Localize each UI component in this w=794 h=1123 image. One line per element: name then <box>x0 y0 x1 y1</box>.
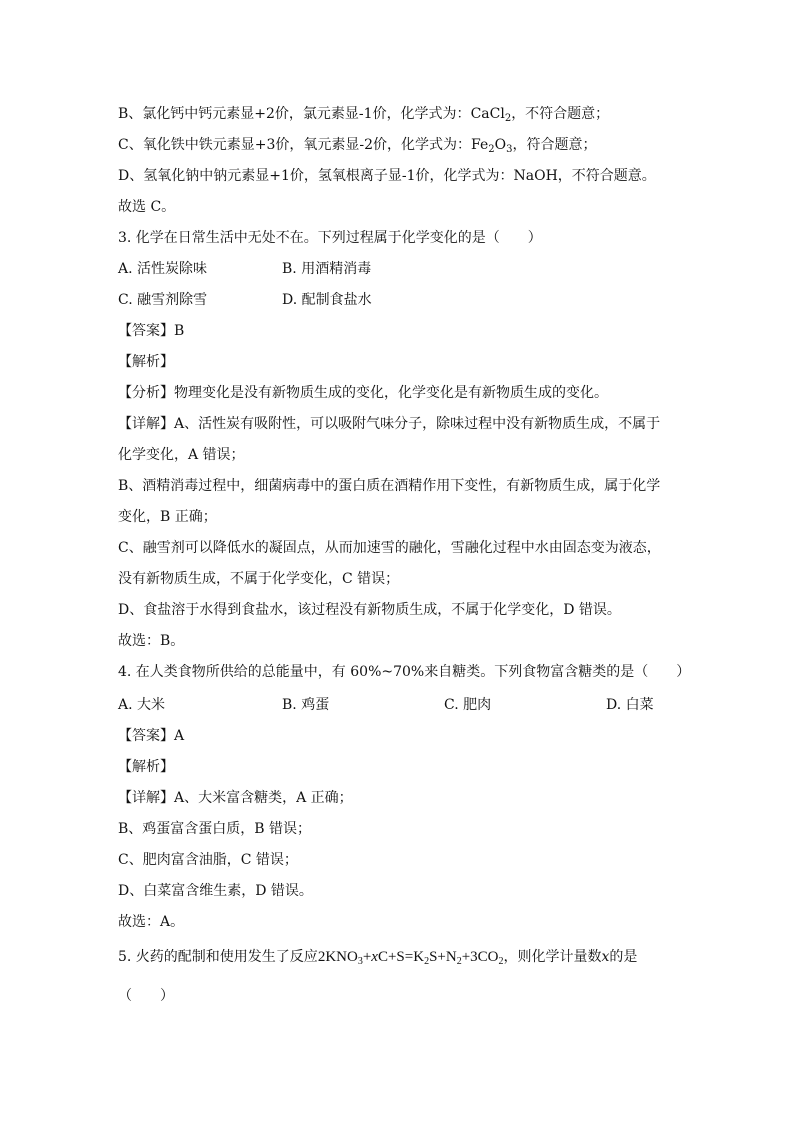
line-text: 的是 <box>609 949 638 965</box>
line-c-iron-oxide <box>118 135 596 155</box>
formula: + <box>362 949 372 965</box>
line-text: B、氯化钙中钙元素显+2价，氯元素显-1价，化学式为： <box>118 106 471 122</box>
line-d-sodium-hydroxide: D、氢氧化钠中钠元素显+1价，氢氧根离子显-1价，化学式为：NaOH，不符合题意。 <box>118 168 656 184</box>
line-text: ，符合题意； <box>512 137 597 153</box>
q3-detail-line: 【详解】A、活性炭有吸附性，可以吸附气味分子，除味过程中没有新物质生成，不属于 <box>118 416 661 432</box>
q4-analysis-heading: 【解析】 <box>118 759 174 775</box>
q4-conclusion: 故选：A。 <box>118 914 185 930</box>
subscript: 2 <box>488 144 495 155</box>
formula: CaCl <box>470 106 505 122</box>
q3-conclusion: 故选：B。 <box>118 633 185 649</box>
subscript: 2 <box>424 956 430 967</box>
subscript: 3 <box>506 144 513 155</box>
question-3: 3. 化学在日常生活中无处不在。下列过程属于化学变化的是（ ） <box>118 230 542 246</box>
q3-option-c: C. 融雪剂除雪 <box>118 292 208 308</box>
q4-option-c: C. 肥肉 <box>444 697 492 713</box>
q3-option-d: D. 配制食盐水 <box>282 292 372 308</box>
q4-detail-line: B、鸡蛋富含蛋白质，B 错误； <box>118 821 312 837</box>
q3-analysis-heading: 【解析】 <box>118 354 174 370</box>
q4-detail-line: C、肥肉富含油脂，C 错误； <box>118 852 298 868</box>
subscript: 3 <box>357 956 363 967</box>
formula: O <box>494 137 507 153</box>
variable: x <box>371 949 378 965</box>
formula: 2KNO <box>317 949 358 965</box>
q4-answer: 【答案】A <box>118 728 185 744</box>
q5-paren: （ ） <box>118 988 174 1004</box>
line-text: ，不符合题意； <box>511 106 610 122</box>
question-4: 4. 在人类食物所供给的总能量中，有 60%~70%来自糖类。下列食物富含糖类的是（ ） <box>118 664 691 680</box>
q3-analysis: 【分析】物理变化是没有新物质生成的变化，化学变化是有新物质生成的变化。 <box>118 385 608 401</box>
q3-option-a: A. 活性炭除味 <box>118 261 208 277</box>
q4-detail-line: 【详解】A、大米富含糖类，A 正确； <box>118 790 353 806</box>
variable: x <box>601 949 610 965</box>
line-choice-c: 故选 C。 <box>118 199 176 215</box>
q3-detail-line: 化学变化，A 错误； <box>118 447 245 463</box>
q4-option-a: A. 大米 <box>118 697 166 713</box>
q3-detail-line: B、酒精消毒过程中，细菌病毒中的蛋白质在酒精作用下变性，有新物质生成，属于化学 <box>118 478 661 494</box>
formula: S+N <box>429 949 457 965</box>
q4-option-b: B. 鸡蛋 <box>282 697 330 713</box>
chemical-equation <box>318 949 504 965</box>
formula: C+S=K <box>377 949 425 965</box>
q3-answer: 【答案】B <box>118 323 185 339</box>
q3-detail-line: 变化，B 正确； <box>118 509 217 525</box>
line-text: 5. 火药的配制和使用发生了反应 <box>118 949 318 965</box>
line-text: ，则化学计量数 <box>503 949 602 965</box>
formula: Fe <box>471 137 489 153</box>
q3-detail-line: C、融雪剂可以降低水的凝固点，从而加速雪的融化，雪融化过程中水由固态变为液态， <box>118 540 661 556</box>
line-text: C、氧化铁中铁元素显+3价，氧元素显-2价，化学式为： <box>118 137 471 153</box>
q4-detail-line: D、白菜富含维生素，D 错误。 <box>118 883 313 899</box>
subscript: 2 <box>498 956 504 967</box>
q3-detail-line: 没有新物质生成，不属于化学变化，C 错误； <box>118 571 400 587</box>
q3-detail-line: D、食盐溶于水得到食盐水，该过程没有新物质生成，不属于化学变化，D 错误。 <box>118 602 621 618</box>
q4-option-d: D. 白菜 <box>606 697 654 713</box>
subscript: 2 <box>456 956 462 967</box>
formula: +3CO <box>461 949 499 965</box>
line-b-calcium-chloride <box>118 104 609 124</box>
subscript: 2 <box>504 113 512 124</box>
question-5 <box>118 947 637 967</box>
q3-option-b: B. 用酒精消毒 <box>282 261 372 277</box>
